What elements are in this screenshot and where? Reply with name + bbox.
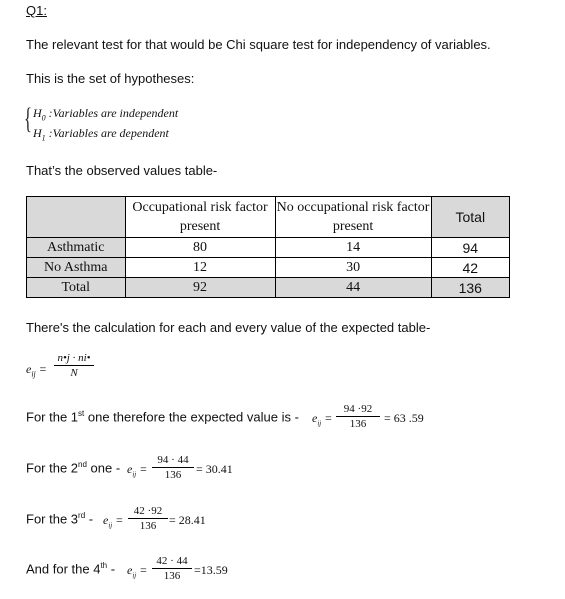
calc-1-label: For the 1st one therefore the expected value is - <box>26 409 299 425</box>
calc-4-fraction <box>152 555 192 582</box>
observed-values-table <box>26 196 510 298</box>
calc-2-numerator: 94 · 44 <box>157 454 189 466</box>
expected-intro: There's the calculation for each and every value of the expected table- <box>26 320 431 335</box>
table-header-total: Total <box>431 197 509 238</box>
calc-1-lhs: $e_{ij}$ = <box>312 411 333 428</box>
hypothesis-alternative: $H_1$ :Variables are dependent <box>33 126 169 143</box>
calc-4-label: And for the 4th - <box>26 561 116 577</box>
table-cell: 42 <box>431 258 509 278</box>
table-cell: 30 <box>275 258 431 278</box>
table-row <box>27 238 510 258</box>
formula-lhs: $e_{ij}$ = <box>26 362 47 379</box>
table-cell: 94 <box>431 238 509 258</box>
calc-3-denominator: 136 <box>139 520 157 532</box>
table-cell: No Asthma <box>27 258 126 278</box>
table-cell: 14 <box>275 238 431 258</box>
calc-1-result: = 63 .59 <box>384 411 424 425</box>
calc-2-lhs: $e_{ij}$ = <box>127 462 148 479</box>
calc-1-fraction <box>336 403 380 430</box>
table-header-corner <box>27 197 126 238</box>
calc-2-fraction <box>152 454 194 481</box>
hypotheses-brace: { <box>24 102 32 135</box>
table-cell: Asthmatic <box>27 238 126 258</box>
calc-4-numerator: 42 · 44 <box>156 555 188 567</box>
calc-1-numerator: 94 ·92 <box>343 403 373 415</box>
table-row <box>27 278 510 298</box>
calc-3-fraction <box>128 505 168 532</box>
calc-3-label: For the 3rd - <box>26 511 94 527</box>
table-cell: 136 <box>431 278 509 298</box>
table-header-no-risk-factor: No occupational risk factor present <box>275 197 431 238</box>
table-cell: 92 <box>125 278 275 298</box>
calc-4-result: =13.59 <box>194 563 228 577</box>
calc-4-lhs: $e_{ij}$ = <box>127 563 148 580</box>
formula-denominator: N <box>70 367 78 379</box>
calc-3-lhs: $e_{ij}$ = <box>103 513 124 530</box>
calc-3-numerator: 42 ·92 <box>133 505 163 517</box>
table-cell: 80 <box>125 238 275 258</box>
hypothesis-null: $H_0$ :Variables are independent <box>33 106 179 123</box>
question-heading: Q1: <box>26 3 47 18</box>
calc-2-result: = 30.41 <box>196 462 233 476</box>
hypotheses-intro: This is the set of hypotheses: <box>26 71 195 86</box>
observed-intro: That’s the observed values table- <box>26 163 218 178</box>
formula-fraction <box>54 352 94 379</box>
table-row <box>27 258 510 278</box>
table-cell: Total <box>27 278 126 298</box>
intro-text: The relevant test for that would be Chi square test for independency of variables. <box>26 37 491 52</box>
calc-3-result: = 28.41 <box>169 513 206 527</box>
calc-4-denominator: 136 <box>163 570 181 582</box>
formula-numerator: n•j · ni• <box>57 352 91 364</box>
calc-2-denominator: 136 <box>164 469 182 481</box>
table-header-risk-factor: Occupational risk factor present <box>125 197 275 238</box>
calc-1-denominator: 136 <box>349 418 367 430</box>
calc-2-label: For the 2nd one - <box>26 460 121 476</box>
table-cell: 12 <box>125 258 275 278</box>
table-cell: 44 <box>275 278 431 298</box>
